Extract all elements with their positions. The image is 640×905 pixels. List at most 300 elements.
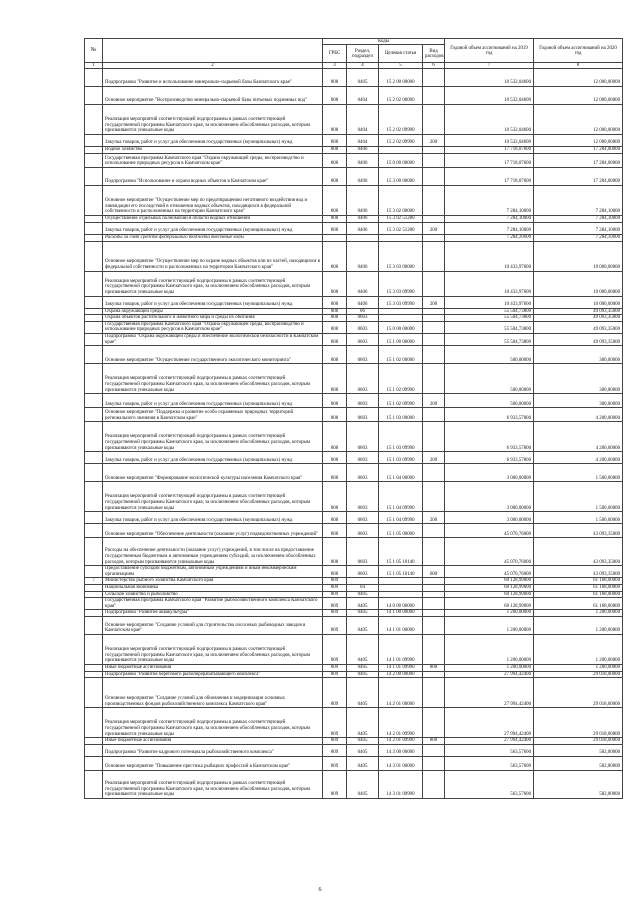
row-target-article: 15 1 03 09990 bbox=[379, 452, 423, 464]
row-grbs: 809 bbox=[323, 616, 347, 634]
row-grbs: 809 bbox=[323, 578, 347, 585]
row-name: Реализация мероприятий соответствующей подпрограммы в рамках соответствующей государственной программы Камчатского края, за исключением обособленных расходов, которым присваиваются уникальные коды bbox=[103, 422, 323, 452]
table-row bbox=[85, 610, 623, 617]
row-number bbox=[85, 154, 103, 168]
row-name: Сельское хозяйство и рыболовство bbox=[103, 591, 323, 598]
row-expense-type bbox=[423, 315, 445, 322]
row-grbs: 809 bbox=[323, 610, 347, 617]
row-number bbox=[85, 241, 103, 271]
row-amount-2019: 60 128,99000 bbox=[445, 598, 534, 610]
table-row bbox=[85, 678, 623, 708]
row-name: Реализация мероприятий соответствующей подпрограммы в рамках соответствующей государственной программы Камчатского края, за исключением обособленных расходов, которым присваиваются уникальные коды bbox=[103, 271, 323, 296]
row-target-article: 15 2 00 00000 bbox=[379, 69, 423, 87]
row-grbs bbox=[323, 235, 347, 242]
row-name: Закупка товаров, работ и услуг для обеспечения государственных (муниципальных) нужд bbox=[103, 135, 323, 147]
row-expense-type bbox=[423, 464, 445, 482]
table-row bbox=[85, 346, 623, 364]
table-row bbox=[85, 223, 623, 235]
row-grbs: 809 bbox=[323, 671, 347, 678]
table-row bbox=[85, 216, 623, 223]
table-row bbox=[85, 394, 623, 408]
row-razdel: 0603 bbox=[347, 321, 379, 333]
row-grbs: 809 bbox=[323, 708, 347, 738]
row-grbs: 808 bbox=[323, 408, 347, 422]
row-amount-2020: 1 200,00000 bbox=[534, 610, 623, 617]
row-expense-type bbox=[423, 708, 445, 738]
row-number bbox=[85, 223, 103, 235]
row-target-article: 14 2 00 00000 bbox=[379, 671, 423, 678]
row-grbs: 808 bbox=[323, 296, 347, 308]
row-razdel: 0405 bbox=[347, 634, 379, 664]
row-number bbox=[85, 738, 103, 745]
row-amount-2020: 61 168,00000 bbox=[534, 591, 623, 598]
row-target-article: 15 1 05 00000 bbox=[379, 524, 423, 538]
row-amount-2019: 7 284,10000 bbox=[445, 216, 534, 223]
row-target-article: 15 2 02 09990 bbox=[379, 135, 423, 147]
row-amount-2019: 563,57600 bbox=[445, 756, 534, 770]
row-expense-type: 800 bbox=[423, 738, 445, 745]
row-razdel: 0404 bbox=[347, 87, 379, 105]
row-target-article: 15 1 00 00000 bbox=[379, 333, 423, 345]
row-target-article: 15 3 00 00000 bbox=[379, 168, 423, 186]
row-target-article: 15 1 03 00000 bbox=[379, 408, 423, 422]
column-index: 6 bbox=[423, 63, 445, 69]
row-expense-type bbox=[423, 744, 445, 756]
row-expense-type: 200 bbox=[423, 394, 445, 408]
row-grbs: 809 bbox=[323, 770, 347, 798]
row-target-article: 14 2 01 09990 bbox=[379, 708, 423, 738]
row-number bbox=[85, 394, 103, 408]
row-expense-type bbox=[423, 69, 445, 87]
row-name: Реализация мероприятий соответствующей подпрограммы в рамках соответствующей государственной программы Камчатского края, за исключением обособленных расходов, которым присваиваются уникальные коды bbox=[103, 770, 323, 798]
table-row bbox=[85, 770, 623, 798]
row-expense-type bbox=[423, 578, 445, 585]
row-amount-2019: 500,00000 bbox=[445, 394, 534, 408]
row-grbs: 808 bbox=[323, 333, 347, 345]
row-expense-type: 200 bbox=[423, 135, 445, 147]
row-amount-2020: 1 200,00000 bbox=[534, 616, 623, 634]
row-name: Подпрограмма "Развитие берегового рыбоперерабатывающего комплекса" bbox=[103, 671, 323, 678]
table-row bbox=[85, 422, 623, 452]
row-razdel: 0603 bbox=[347, 315, 379, 322]
column-index: 7 bbox=[445, 63, 534, 69]
row-number bbox=[85, 105, 103, 135]
row-expense-type bbox=[423, 364, 445, 394]
table-row bbox=[85, 296, 623, 308]
row-amount-2019: 27 994,42400 bbox=[445, 671, 534, 678]
row-number bbox=[85, 584, 103, 591]
row-amount-2020: 10 000,00000 bbox=[534, 241, 623, 271]
row-grbs: 808 bbox=[323, 321, 347, 333]
row-amount-2019: 10 532,04600 bbox=[445, 69, 534, 87]
table-row bbox=[85, 512, 623, 524]
row-number bbox=[85, 512, 103, 524]
row-number bbox=[85, 296, 103, 308]
row-grbs: 808 bbox=[323, 216, 347, 223]
row-name: Основное мероприятие "Создание условий для строительства лососевых рыбоводных заводов в Камчатском крае" bbox=[103, 616, 323, 634]
row-amount-2020: 43 093,35000 bbox=[534, 538, 623, 566]
row-grbs: 808 bbox=[323, 223, 347, 235]
row-target-article bbox=[379, 578, 423, 585]
row-razdel: 0405 bbox=[347, 69, 379, 87]
table-row bbox=[85, 168, 623, 186]
row-grbs: 808 bbox=[323, 147, 347, 154]
row-razdel: 0405 bbox=[347, 664, 379, 671]
row-number bbox=[85, 69, 103, 87]
table-row bbox=[85, 578, 623, 585]
table-row bbox=[85, 147, 623, 154]
row-grbs: 808 bbox=[323, 566, 347, 578]
row-grbs: 808 bbox=[323, 308, 347, 315]
row-amount-2020: 7 284,10000 bbox=[534, 223, 623, 235]
row-expense-type bbox=[423, 610, 445, 617]
row-grbs: 809 bbox=[323, 744, 347, 756]
column-header-target: Целевая статья bbox=[379, 45, 423, 63]
row-amount-2019: 563,57600 bbox=[445, 744, 534, 756]
row-amount-2019: 1 200,00000 bbox=[445, 634, 534, 664]
row-grbs: 808 bbox=[323, 168, 347, 186]
row-amount-2020: 4 200,00000 bbox=[534, 408, 623, 422]
table-row bbox=[85, 738, 623, 745]
row-amount-2019: 45 070,76000 bbox=[445, 524, 534, 538]
row-target-article: 15 3 02 51280 bbox=[379, 216, 423, 223]
row-grbs: 809 bbox=[323, 664, 347, 671]
table-row bbox=[85, 308, 623, 315]
row-amount-2019: 3 000,00000 bbox=[445, 512, 534, 524]
column-header-vid: Вид расходов bbox=[423, 45, 445, 63]
row-target-article bbox=[379, 584, 423, 591]
row-amount-2020: 1 500,00000 bbox=[534, 512, 623, 524]
row-expense-type bbox=[423, 235, 445, 242]
row-amount-2020: 43 093,35000 bbox=[534, 566, 623, 578]
row-number bbox=[85, 756, 103, 770]
table-row bbox=[85, 135, 623, 147]
row-amount-2019: 10 532,04600 bbox=[445, 87, 534, 105]
row-amount-2020: 1 200,00000 bbox=[534, 634, 623, 664]
row-target-article bbox=[379, 235, 423, 242]
column-header-grbs: ГРБС bbox=[323, 45, 347, 63]
row-amount-2019: 10 532,04600 bbox=[445, 135, 534, 147]
row-razdel: 0406 bbox=[347, 154, 379, 168]
row-number bbox=[85, 482, 103, 512]
row-grbs: 809 bbox=[323, 598, 347, 610]
row-razdel: 0603 bbox=[347, 394, 379, 408]
row-number bbox=[85, 678, 103, 708]
row-razdel: 0405 bbox=[347, 770, 379, 798]
table-row bbox=[85, 464, 623, 482]
row-target-article: 15 3 03 09990 bbox=[379, 271, 423, 296]
row-expense-type bbox=[423, 408, 445, 422]
row-target-article: 14 2 01 09990 bbox=[379, 738, 423, 745]
row-razdel: 0405 bbox=[347, 616, 379, 634]
table-row bbox=[85, 566, 623, 578]
row-razdel: 0603 bbox=[347, 333, 379, 345]
row-razdel: 0406 bbox=[347, 296, 379, 308]
row-target-article: 15 1 03 09990 bbox=[379, 422, 423, 452]
table-row bbox=[85, 744, 623, 756]
row-grbs: 808 bbox=[323, 346, 347, 364]
row-number bbox=[85, 186, 103, 216]
row-amount-2019: 55 504,73800 bbox=[445, 315, 534, 322]
row-target-article: 15 1 02 09990 bbox=[379, 364, 423, 394]
row-expense-type bbox=[423, 422, 445, 452]
row-number bbox=[85, 346, 103, 364]
row-amount-2020: 49 093,35000 bbox=[534, 321, 623, 333]
row-number bbox=[85, 770, 103, 798]
row-number bbox=[85, 168, 103, 186]
row-expense-type: 200 bbox=[423, 452, 445, 464]
row-razdel: 06 bbox=[347, 308, 379, 315]
row-razdel: 0405 bbox=[347, 598, 379, 610]
row-name: Основное мероприятие "Осуществление мер по предотвращению негативного воздействия вод и ликвидации его последствий в отношении водных объектов, находящихся в федеральной собственности и расположенных на территории Камчатского края" bbox=[103, 186, 323, 216]
row-grbs: 809 bbox=[323, 584, 347, 591]
row-amount-2019: 45 070,76000 bbox=[445, 566, 534, 578]
row-expense-type bbox=[423, 678, 445, 708]
row-amount-2019: 60 128,99000 bbox=[445, 591, 534, 598]
row-name: Подпрограмма "Охрана окружающей среды и обеспечение экологической безопасности в Камчатском крае" bbox=[103, 333, 323, 345]
row-target-article: 14 3 01 00000 bbox=[379, 756, 423, 770]
row-amount-2019: 7 284,10000 bbox=[445, 235, 534, 242]
row-name: Основное мероприятие "Создание условий для обновления и модернизации основных производственных фондов рыбохозяйственного комплекса Камчатского края" bbox=[103, 678, 323, 708]
row-razdel: 0405 bbox=[347, 744, 379, 756]
table-row bbox=[85, 671, 623, 678]
row-amount-2020: 29 018,00000 bbox=[534, 738, 623, 745]
budget-table bbox=[84, 38, 623, 799]
row-amount-2019: 27 994,42400 bbox=[445, 708, 534, 738]
row-amount-2019: 6 933,57800 bbox=[445, 452, 534, 464]
row-amount-2020: 7 284,10000 bbox=[534, 186, 623, 216]
row-razdel: 0603 bbox=[347, 566, 379, 578]
table-row bbox=[85, 186, 623, 216]
row-amount-2019: 6 933,57800 bbox=[445, 408, 534, 422]
row-expense-type bbox=[423, 147, 445, 154]
table-row bbox=[85, 321, 623, 333]
row-expense-type bbox=[423, 756, 445, 770]
row-number bbox=[85, 744, 103, 756]
column-index: 5 bbox=[379, 63, 423, 69]
row-razdel: 0405 bbox=[347, 591, 379, 598]
row-number bbox=[85, 235, 103, 242]
row-target-article: 14 3 01 09990 bbox=[379, 770, 423, 798]
row-number: 7 bbox=[85, 578, 103, 585]
row-razdel: 0603 bbox=[347, 482, 379, 512]
row-name: Реализация мероприятий соответствующей подпрограммы в рамках соответствующей государственной программы Камчатского края, за исключением обособленных расходов, которым присваиваются уникальные коды bbox=[103, 482, 323, 512]
row-number bbox=[85, 216, 103, 223]
row-expense-type bbox=[423, 321, 445, 333]
row-name: Иные бюджетные ассигнования bbox=[103, 738, 323, 745]
row-amount-2020: 10 000,00000 bbox=[534, 271, 623, 296]
row-expense-type bbox=[423, 346, 445, 364]
row-amount-2019: 563,57600 bbox=[445, 770, 534, 798]
row-target-article: 15 2 02 09990 bbox=[379, 105, 423, 135]
row-amount-2020: 61 168,00000 bbox=[534, 578, 623, 585]
row-name: Закупка товаров, работ и услуг для обеспечения государственных (муниципальных) нужд bbox=[103, 223, 323, 235]
row-target-article: 15 1 05 10140 bbox=[379, 566, 423, 578]
row-razdel: 0603 bbox=[347, 538, 379, 566]
table-body bbox=[85, 69, 623, 799]
column-index: 1 bbox=[85, 63, 103, 69]
row-number bbox=[85, 708, 103, 738]
table-row bbox=[85, 482, 623, 512]
row-target-article: 14 3 00 00000 bbox=[379, 744, 423, 756]
row-number bbox=[85, 591, 103, 598]
row-number bbox=[85, 408, 103, 422]
row-target-article: 15 1 04 00000 bbox=[379, 464, 423, 482]
row-grbs: 808 bbox=[323, 422, 347, 452]
row-razdel: 0603 bbox=[347, 452, 379, 464]
row-razdel: 0405 bbox=[347, 671, 379, 678]
row-amount-2019: 27 994,42400 bbox=[445, 738, 534, 745]
row-grbs: 808 bbox=[323, 524, 347, 538]
row-amount-2019: 55 504,73800 bbox=[445, 321, 534, 333]
row-amount-2020: 7 284,10000 bbox=[534, 235, 623, 242]
row-expense-type: 200 bbox=[423, 223, 445, 235]
table-row bbox=[85, 452, 623, 464]
row-amount-2020: 29 018,00000 bbox=[534, 678, 623, 708]
row-razdel: 0603 bbox=[347, 364, 379, 394]
row-target-article: 15 1 04 09990 bbox=[379, 512, 423, 524]
table-row bbox=[85, 584, 623, 591]
table-row bbox=[85, 241, 623, 271]
column-header-codes: Коды bbox=[323, 39, 445, 45]
row-target-article: 15 1 02 09990 bbox=[379, 394, 423, 408]
row-expense-type bbox=[423, 216, 445, 223]
row-amount-2019: 7 284,10000 bbox=[445, 186, 534, 216]
page-number: 6 bbox=[318, 887, 322, 893]
row-expense-type: 800 bbox=[423, 664, 445, 671]
row-grbs: 809 bbox=[323, 634, 347, 664]
row-name: Закупка товаров, работ и услуг для обеспечения государственных (муниципальных) нужд bbox=[103, 512, 323, 524]
row-target-article: 15 2 02 00000 bbox=[379, 87, 423, 105]
table-row bbox=[85, 708, 623, 738]
row-name: Основное мероприятие "Повышение престижа рыбацких профессий в Камчатском крае" bbox=[103, 756, 323, 770]
row-expense-type bbox=[423, 271, 445, 296]
row-amount-2019: 500,00000 bbox=[445, 364, 534, 394]
row-amount-2020: 43 093,35000 bbox=[534, 524, 623, 538]
table-row bbox=[85, 408, 623, 422]
row-number bbox=[85, 616, 103, 634]
row-expense-type bbox=[423, 616, 445, 634]
row-razdel: 0406 bbox=[347, 168, 379, 186]
row-expense-type bbox=[423, 591, 445, 598]
row-amount-2020: 49 093,35000 bbox=[534, 315, 623, 322]
row-name: Иные бюджетные ассигнования bbox=[103, 664, 323, 671]
row-number bbox=[85, 87, 103, 105]
row-expense-type bbox=[423, 482, 445, 512]
row-razdel bbox=[347, 578, 379, 585]
row-grbs: 809 bbox=[323, 678, 347, 708]
table-row bbox=[85, 333, 623, 345]
row-name: Расходы на обеспечение деятельности (оказание услуг) учреждений, в том числе на предоставление государственным бюджетным и автономным учреждениям субсидий, за исключением обособленных расходов, которым присваиваются уникальные коды bbox=[103, 538, 323, 566]
row-target-article: 15 3 03 09990 bbox=[379, 296, 423, 308]
row-amount-2020: 300,00000 bbox=[534, 346, 623, 364]
row-amount-2020: 10 000,00000 bbox=[534, 296, 623, 308]
row-target-article: 14 1 01 09990 bbox=[379, 634, 423, 664]
row-number bbox=[85, 610, 103, 617]
row-name: Основное мероприятие "Осуществление мер по охране водных объектов или их частей, находящихся в федеральной собственности и расположенных на территории Камчатского края" bbox=[103, 241, 323, 271]
row-name: Закупка товаров, работ и услуг для обеспечения государственных (муниципальных) нужд bbox=[103, 452, 323, 464]
budget-table-sheet bbox=[84, 38, 622, 799]
table-row bbox=[85, 364, 623, 394]
row-grbs: 808 bbox=[323, 105, 347, 135]
row-razdel: 0603 bbox=[347, 524, 379, 538]
column-header-2019: Годовой объем ассигнований на 2019 год bbox=[445, 39, 534, 63]
row-expense-type: 200 bbox=[423, 512, 445, 524]
row-amount-2020: 61 168,00000 bbox=[534, 598, 623, 610]
row-grbs: 808 bbox=[323, 452, 347, 464]
row-name: Расходы за счет средств федерального бюджета внесенные коды bbox=[103, 235, 323, 242]
row-razdel: 0405 bbox=[347, 738, 379, 745]
row-amount-2020: 61 168,00000 bbox=[534, 584, 623, 591]
row-amount-2019: 10 433,97600 bbox=[445, 241, 534, 271]
row-grbs: 808 bbox=[323, 186, 347, 216]
table-row bbox=[85, 598, 623, 610]
row-razdel: 0603 bbox=[347, 464, 379, 482]
row-amount-2019: 45 070,76000 bbox=[445, 538, 534, 566]
row-target-article: 15 1 04 09990 bbox=[379, 482, 423, 512]
row-razdel: 0405 bbox=[347, 678, 379, 708]
row-razdel: 0603 bbox=[347, 408, 379, 422]
row-name: Государственная программа Камчатского края "Охрана окружающей среды, воспроизводство и использование природных ресурсов в Камчатском крае" bbox=[103, 321, 323, 333]
row-number bbox=[85, 524, 103, 538]
row-name: Основное мероприятие "Обеспечение деятельности (оказание услуг) подведомственных учреждений" bbox=[103, 524, 323, 538]
row-grbs: 808 bbox=[323, 315, 347, 322]
row-number bbox=[85, 135, 103, 147]
row-name: Подпрограмма "Развитие кадрового потенциала рыбохозяйственного комплекса" bbox=[103, 744, 323, 756]
row-expense-type bbox=[423, 154, 445, 168]
row-amount-2019: 6 933,57800 bbox=[445, 422, 534, 452]
row-number bbox=[85, 321, 103, 333]
row-amount-2020: 12 000,00000 bbox=[534, 135, 623, 147]
row-target-article: 15 0 00 00000 bbox=[379, 321, 423, 333]
row-target-article: 15 3 03 00000 bbox=[379, 241, 423, 271]
row-amount-2019: 55 504,73800 bbox=[445, 333, 534, 345]
row-target-article: 14 1 00 00000 bbox=[379, 610, 423, 617]
row-amount-2020: 17 284,00000 bbox=[534, 154, 623, 168]
column-header-razdel: Раздел, подраздел bbox=[347, 45, 379, 63]
table-row bbox=[85, 524, 623, 538]
row-amount-2020: 1 500,00000 bbox=[534, 482, 623, 512]
row-expense-type bbox=[423, 770, 445, 798]
row-amount-2020: 300,00000 bbox=[534, 394, 623, 408]
row-number bbox=[85, 452, 103, 464]
row-amount-2019: 1 200,00000 bbox=[445, 664, 534, 671]
row-amount-2019: 60 128,99000 bbox=[445, 584, 534, 591]
table-row bbox=[85, 538, 623, 566]
row-expense-type bbox=[423, 241, 445, 271]
row-amount-2020: 1 500,00000 bbox=[534, 464, 623, 482]
row-expense-type bbox=[423, 524, 445, 538]
table-row bbox=[85, 87, 623, 105]
row-amount-2020: 582,00000 bbox=[534, 744, 623, 756]
row-amount-2019: 10 433,97600 bbox=[445, 296, 534, 308]
row-amount-2020: 17 284,00000 bbox=[534, 147, 623, 154]
row-razdel: 0406 bbox=[347, 147, 379, 154]
column-index: 4 bbox=[347, 63, 379, 69]
row-expense-type: 200 bbox=[423, 296, 445, 308]
row-target-article bbox=[379, 591, 423, 598]
row-amount-2020: 12 000,00000 bbox=[534, 69, 623, 87]
row-number bbox=[85, 634, 103, 664]
row-grbs: 808 bbox=[323, 364, 347, 394]
row-expense-type bbox=[423, 634, 445, 664]
row-amount-2020: 300,00000 bbox=[534, 364, 623, 394]
row-grbs: 808 bbox=[323, 482, 347, 512]
row-name: Охрана объектов растительного и животного мира и среды их обитания bbox=[103, 315, 323, 322]
table-row bbox=[85, 315, 623, 322]
row-name: Министерство рыбного хозяйства Камчатского края bbox=[103, 578, 323, 585]
row-grbs: 808 bbox=[323, 154, 347, 168]
